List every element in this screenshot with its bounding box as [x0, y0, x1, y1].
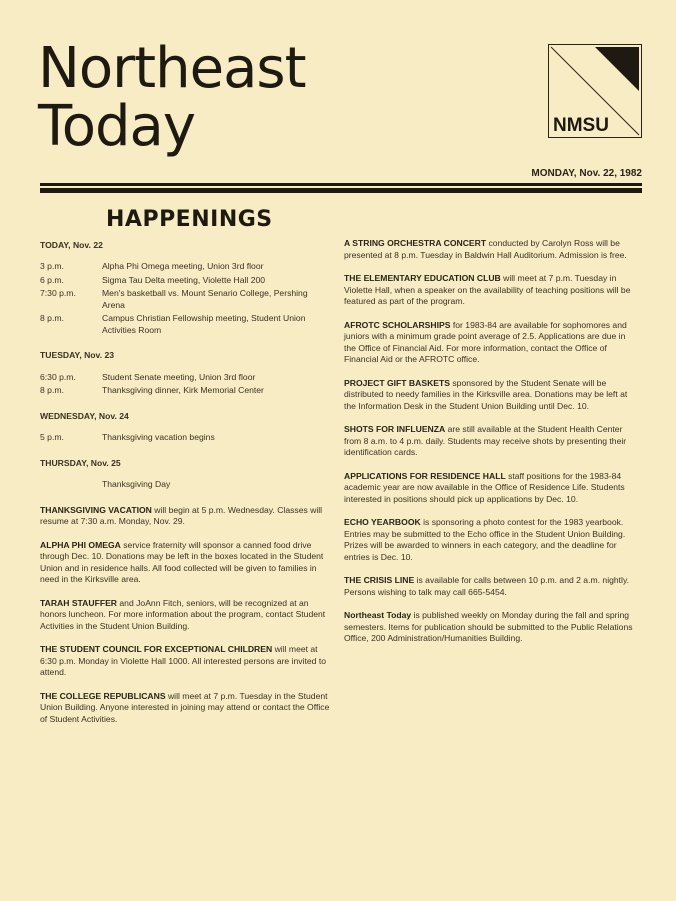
- schedule-event: [40, 261, 330, 273]
- announcement: [40, 644, 330, 679]
- event-desc: Sigma Tau Delta meeting, Violette Hall 200: [102, 274, 266, 285]
- announcement-lead: THE ELEMENTARY EDUCATION CLUB: [344, 273, 501, 283]
- announcement: [344, 517, 638, 563]
- announcement-lead: Northeast Today: [344, 610, 412, 620]
- schedule-day-heading: TODAY, Nov. 22: [40, 239, 103, 250]
- schedule-event: [40, 275, 330, 287]
- announcement: [40, 505, 330, 528]
- schedule-event: [40, 432, 330, 444]
- announcement-text: conducted by Carolyn Ross will be presented at 8 p.m. Tuesday in Baldwin Hall Auditorium. Admission is free.: [344, 238, 627, 260]
- announcement: [344, 471, 638, 506]
- issue-date: MONDAY, Nov. 22, 1982: [531, 168, 642, 179]
- event-time: 8 p.m.: [40, 385, 64, 395]
- announcement-lead: THANKSGIVING VACATION: [40, 504, 152, 515]
- schedule-day-heading: WEDNESDAY, Nov. 24: [40, 410, 129, 421]
- announcement-text: and JoAnn Fitch, seniors, will be recognized at an honors luncheon. For more information about the program, contact Student Activities in the Student Union Building.: [40, 597, 326, 631]
- announcement: [344, 424, 638, 459]
- masthead-title-line1: Northeast: [38, 36, 306, 101]
- announcement: [344, 238, 638, 261]
- nmsu-logo: [548, 44, 642, 138]
- schedule-day-1: [40, 350, 330, 397]
- announcement: [344, 378, 638, 413]
- announcement-text: will meet at 7 p.m. Tuesday in Violette Hall, when a speaker on the availability of teaching positions will be featured as part of the program.: [344, 273, 631, 306]
- announcement-text: are still available at the Student Health Center from 8 a.m. to 4 p.m. daily. Students may receive shots by presenting their identification cards.: [344, 424, 627, 457]
- schedule-day-3: [40, 458, 330, 491]
- announcement-lead: ECHO YEARBOOK: [344, 517, 421, 527]
- event-time: [40, 479, 102, 491]
- masthead-rule-thin: [40, 183, 642, 186]
- event-desc: Men's basketball vs. Mount Senario College, Pershing Arena: [102, 288, 308, 310]
- announcement-text: will begin at 5 p.m. Wednesday. Classes will resume at 7:30 a.m. Monday, Nov. 29.: [40, 504, 323, 526]
- announcement-text: will meet at 6:30 p.m. Monday in Violette Hall 1000. All interested persons are invited to attend.: [40, 644, 326, 677]
- announcement-text: for 1983-84 are available for sophomores and juniors with a minimum grade point average of 2.5. Applications are due in the Office of Financial Aid. For more information, contact the Office of Financial Aid or the AFROTC office.: [344, 319, 627, 364]
- event-desc: Student Senate meeting, Union 3rd floor: [102, 371, 256, 382]
- event-desc: Alpha Phi Omega meeting, Union 3rd floor: [102, 261, 264, 271]
- schedule-event: [40, 479, 330, 491]
- announcement-lead: THE CRISIS LINE: [344, 575, 415, 585]
- announcement-text: service fraternity will sponsor a canned food drive through Dec. 10. Donations may be left in the boxes located in the Student Union and in residence halls. All food collected will be given to families in need in the Kirksville area.: [40, 539, 324, 584]
- section-title: HAPPENINGS: [106, 207, 273, 232]
- announcement-text: is published weekly on Monday during the fall and spring semesters. Items for publication should be submitted to the Public Relations Office, 200 Administration/Humanities Building.: [344, 610, 633, 643]
- announcement: [344, 610, 638, 645]
- schedule-event: [40, 372, 330, 384]
- schedule-day-heading: THURSDAY, Nov. 25: [40, 457, 121, 468]
- announcement: [344, 575, 638, 598]
- announcement-lead: AFROTC SCHOLARSHIPS: [344, 319, 451, 330]
- left-column: [40, 207, 330, 737]
- event-desc: Campus Christian Fellowship meeting, Student Union Activities Room: [102, 313, 306, 335]
- right-column: [344, 238, 638, 657]
- schedule-day-2: [40, 411, 330, 444]
- event-time: 6:30 p.m.: [40, 371, 76, 382]
- announcement: [40, 540, 330, 586]
- schedule-event: [40, 288, 330, 311]
- event-time: 3 p.m.: [40, 261, 64, 271]
- announcement-lead: ALPHA PHI OMEGA: [40, 539, 121, 550]
- logo-text: NMSU: [553, 115, 609, 136]
- announcement-lead: THE COLLEGE REPUBLICANS: [40, 690, 166, 701]
- announcement-lead: THE STUDENT COUNCIL FOR EXCEPTIONAL CHILDREN: [40, 644, 273, 654]
- event-time: 5 p.m.: [40, 432, 64, 442]
- event-desc: Thanksgiving vacation begins: [102, 432, 215, 442]
- event-time: 8 p.m.: [40, 313, 64, 323]
- announcement: [40, 691, 330, 726]
- announcement-text: is available for calls between 10 p.m. and 2 a.m. nightly. Persons wishing to talk may call 665-5454.: [344, 575, 630, 597]
- announcement-lead: A STRING ORCHESTRA CONCERT: [344, 238, 487, 248]
- announcement-lead: PROJECT GIFT BASKETS: [344, 377, 450, 388]
- schedule-event: [40, 385, 330, 397]
- schedule-event: [40, 313, 330, 336]
- announcement: [344, 273, 638, 308]
- announcement-text: is sponsoring a photo contest for the 1983 yearbook. Entries may be submitted to the Echo office in the Student Union Building. Prizes will be awarded to winners in each category, and the deadline for entries is Dec. 10.: [344, 517, 626, 562]
- masthead-rule-thick: [40, 188, 642, 193]
- event-time: 6 p.m.: [40, 274, 64, 285]
- masthead-title: [38, 36, 306, 159]
- announcement-text: staff positions for the 1983-84 academic year are now available in the Office of Residence Life. Students interested in positions should pick up applications by Dec. 10.: [344, 470, 625, 504]
- announcement: [40, 598, 330, 633]
- masthead-title-line2: Today: [38, 94, 195, 159]
- announcement-lead: TARAH STAUFFER: [40, 597, 118, 608]
- announcement-lead: SHOTS FOR INFLUENZA: [344, 424, 446, 434]
- schedule-day-0: [40, 240, 330, 337]
- announcement-text: will meet at 7 p.m. Tuesday in the Student Union Building. Anyone interested in joining may attend or contact the Office of Student Activities.: [40, 690, 330, 724]
- announcement-lead: APPLICATIONS FOR RESIDENCE HALL: [344, 470, 506, 481]
- announcement-text: sponsored by the Student Senate will be distributed to needy families in the Kirksville area. Donations may be left at the Information Desk in the Student Union Building until Dec. 10.: [344, 377, 628, 411]
- announcement: [344, 320, 638, 366]
- event-desc: Thanksgiving dinner, Kirk Memorial Center: [102, 385, 264, 395]
- event-time: 7:30 p.m.: [40, 288, 76, 298]
- event-desc: Thanksgiving Day: [102, 479, 171, 489]
- schedule-day-heading: TUESDAY, Nov. 23: [40, 350, 115, 360]
